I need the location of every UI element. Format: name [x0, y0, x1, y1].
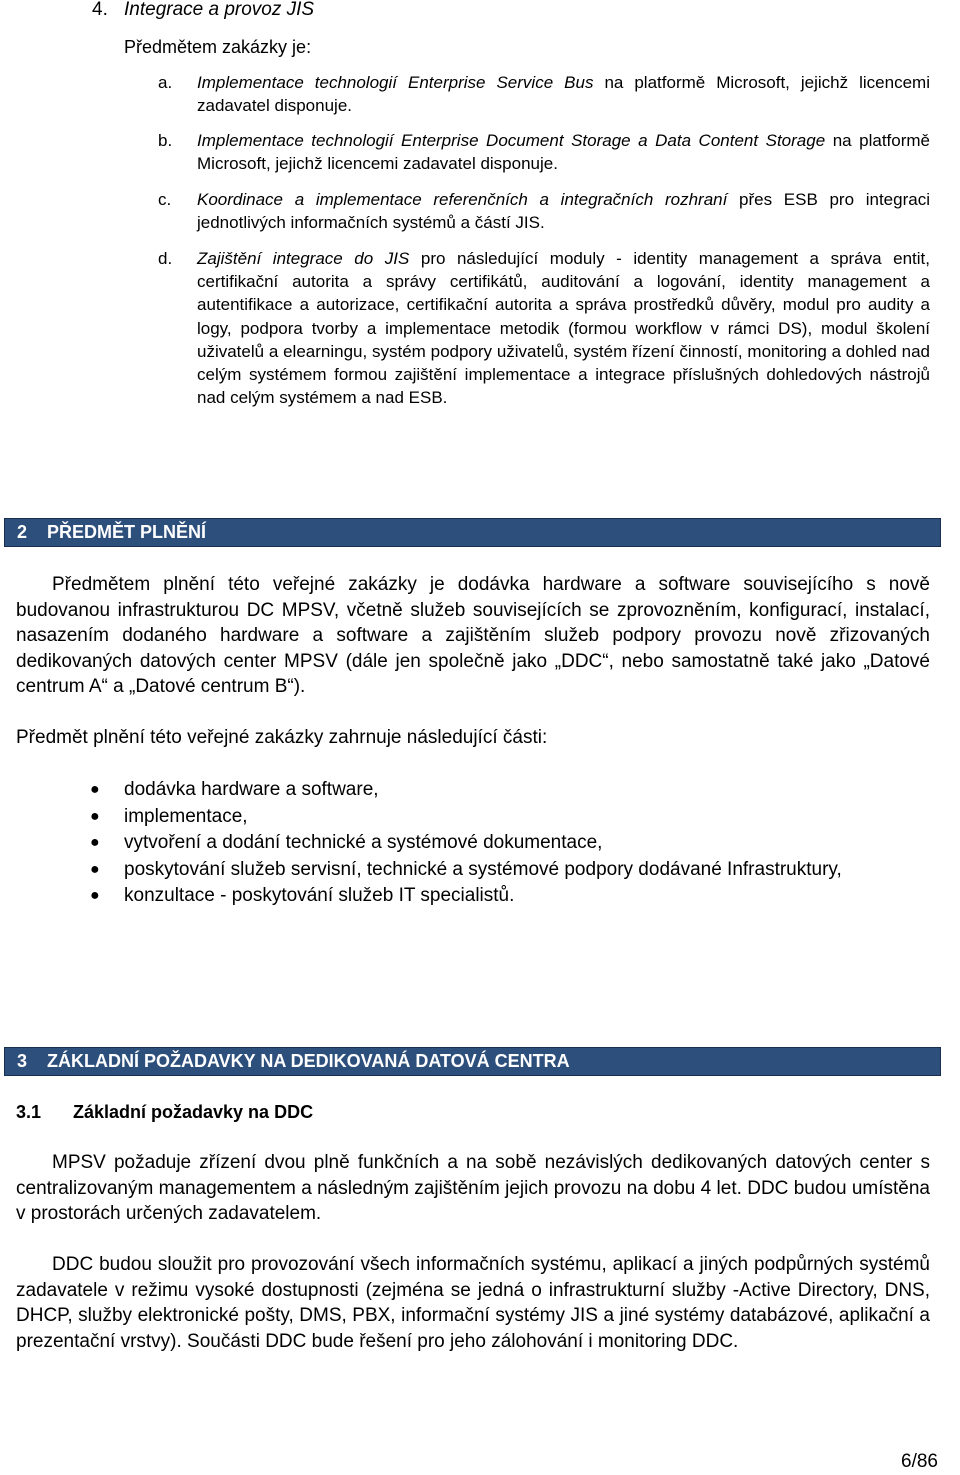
bullet-item	[84, 857, 844, 884]
list-item-text: pro následující moduly - identity management a správa entit, certifikační autorita a správy certifikátů, auditování a logování, identity management a autentifikace a autorizace, certifikační autorita a správa prostředků důvěry, modul pro audity a logy, podpora tvorby a implementace metodik (formou workflow v rámci DS), modul školení uživatelů a elearningu, systém podpory uživatelů, systém řízení činností, monitoring a dohled nad celým systémem formou zajištění implementace a integrace příslušných dohledových nástrojů nad celým systémem a nad ESB.	[197, 249, 930, 408]
section-2-paragraph-1	[16, 572, 930, 700]
bullet-item	[84, 883, 844, 910]
section-3-title: ZÁKLADNÍ POŽADAVKY NA DEDIKOVANÁ DATOVÁ CENTRA	[47, 1051, 570, 1071]
bullet-text: poskytování služeb servisní, technické a systémové podpory dodávané Infrastruktury,	[124, 858, 842, 880]
list-item-letter: c.	[158, 190, 172, 209]
page-number: 6/86	[901, 1451, 938, 1472]
list-item-italic: Implementace technologií Enterprise Document Storage a Data Content Storage	[197, 131, 826, 150]
list-item-text: přes ESB pro integraci jednotlivých informačních systémů a částí JIS.	[197, 190, 930, 233]
list-item-letter: a.	[158, 73, 173, 92]
list-item-letter: b.	[158, 131, 173, 150]
section-3-paragraph-2	[16, 1252, 930, 1354]
subsection-number: 3.1	[16, 1102, 42, 1122]
subsection-3-1-heading	[16, 1100, 313, 1124]
section-4-intro: Předmětem zakázky je:	[124, 37, 312, 57]
section-2-number: 2	[17, 522, 28, 542]
list-item-italic: Koordinace a implementace referenčních a integračních rozhraní	[197, 190, 728, 209]
section-4-heading	[92, 0, 314, 22]
bullet-text: implementace,	[124, 805, 248, 827]
section-3-paragraph-1	[16, 1150, 930, 1227]
list-item-b	[158, 129, 930, 175]
bullet-item	[84, 804, 844, 831]
bullet-icon: ●	[90, 781, 100, 798]
bullet-item	[84, 830, 844, 857]
bullet-text: dodávka hardware a software,	[124, 779, 379, 800]
list-item-a	[158, 71, 930, 117]
list-item-italic: Implementace technologií Enterprise Service Bus	[197, 73, 594, 92]
section-4-title: Integrace a provoz JIS	[124, 0, 315, 20]
section-2-title: PŘEDMĚT PLNĚNÍ	[47, 522, 207, 542]
paragraph-text: Předmětem plnění této veřejné zakázky je dodávka hardware a software souvisejícího s nově budovanou infrastrukturou DC MPSV, včetně služeb souvisejících se zprovozněním, konfigurací, instalací, nasazením dodaného hardware a software a zajištěním služeb podpory provozu nově zřizovaných dedikovaných datových center MPSV (dále jen společně jako „DDC“, nebo samostatně také jako „Datové centrum A“ a „Datové centrum B“).	[16, 574, 930, 697]
section-3-header-bar	[4, 1047, 941, 1076]
list-item-letter: d.	[158, 249, 173, 268]
section-3-number: 3	[17, 1051, 28, 1071]
list-item-italic: Zajištění integrace do JIS	[197, 249, 410, 268]
list-item-text: na platformě Microsoft, jejichž licencemi zadavatel disponuje.	[197, 131, 930, 174]
bullet-icon: ●	[90, 807, 100, 825]
subsection-title: Základní požadavky na DDC	[73, 1102, 314, 1122]
deliverables-list	[84, 777, 844, 910]
section-2-header-bar	[4, 518, 941, 547]
bullet-icon: ●	[90, 860, 100, 878]
bullet-item	[84, 777, 844, 804]
section-4-number: 4.	[92, 0, 108, 20]
paragraph-text: DDC budou sloužit pro provozování všech informačních systému, aplikací a jiných podpůrných systémů zadavatele v režimu vysoké dostupnosti (zejména se jedná o infrastrukturní služby -Active Directory, DNS, DHCP, služby elektronické pošty, DMS, PBX, informační systémy JIS a jiné systémy databázové, aplikační a prezentační vrstvy). Součásti DDC bude řešení pro jeho zálohování i monitoring DDC.	[16, 1254, 930, 1352]
bullet-icon: ●	[90, 834, 100, 851]
list-item-text: na platformě Microsoft, jejichž licencemi zadavatel disponuje.	[197, 73, 930, 116]
bullet-icon: ●	[90, 887, 100, 904]
bullet-text: konzultace - poskytování služeb IT specialistů.	[124, 885, 515, 906]
bullet-text: vytvoření a dodání technické a systémové dokumentace,	[124, 832, 603, 853]
list-item-c	[158, 188, 930, 234]
list-item-d	[158, 247, 930, 409]
section-2-paragraph-2: Předmět plnění této veřejné zakázky zahrnuje následující části:	[16, 727, 548, 748]
paragraph-text: MPSV požaduje zřízení dvou plně funkčních a na sobě nezávislých dedikovaných datových center s centralizovaným managementem a následným zajištěním jejich provozu na dobu 4 let. DDC budou umístěna v prostorách určených zadavatelem.	[16, 1152, 930, 1224]
